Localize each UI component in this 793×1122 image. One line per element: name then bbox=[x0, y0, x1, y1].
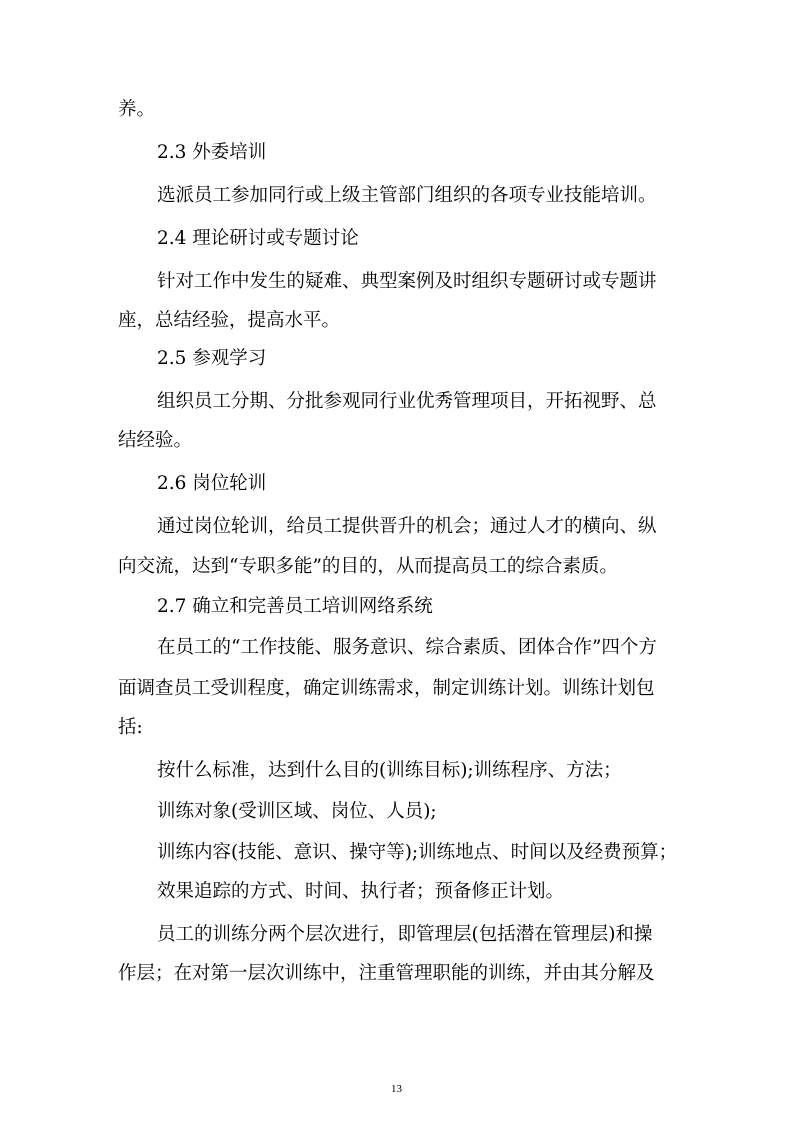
list-item: 训练内容(技能、意识、操守等);训练地点、时间以及经费预算； bbox=[157, 842, 678, 863]
text-line: 组织员工分期、分批参观同行业优秀管理项目，开拓视野、总 bbox=[157, 391, 657, 412]
section-heading-2-6: 2.6 岗位轮训 bbox=[157, 473, 267, 494]
list-item: 训练对象(受训区域、岗位、人员); bbox=[157, 801, 437, 822]
text-line: 养。 bbox=[118, 99, 156, 120]
text-line: 在员工的“工作技能、服务意识、综合素质、团体合作”四个方 bbox=[157, 637, 657, 658]
list-item: 效果追踪的方式、时间、执行者；预备修正计划。 bbox=[157, 881, 565, 902]
section-heading-2-5: 2.5 参观学习 bbox=[157, 348, 267, 369]
text-line: 选派员工参加同行或上级主管部门组织的各项专业技能培训。 bbox=[157, 185, 657, 206]
text-line: 括: bbox=[118, 717, 143, 738]
section-heading-2-3: 2.3 外委培训 bbox=[157, 142, 267, 163]
text-line: 结经验。 bbox=[118, 430, 193, 451]
section-heading-2-7: 2.7 确立和完善员工培训网络系统 bbox=[157, 596, 433, 617]
text-line: 员工的训练分两个层次进行，即管理层(包括潜在管理层)和操 bbox=[157, 924, 653, 945]
list-item: 按什么标准，达到什么目的(训练目标);训练程序、方法； bbox=[157, 760, 622, 781]
text-line: 座，总结经验，提高水平。 bbox=[118, 310, 341, 331]
text-line: 针对工作中发生的疑难、典型案例及时组织专题研讨或专题讲 bbox=[157, 271, 657, 292]
page-number: 13 bbox=[391, 1083, 402, 1095]
text-line: 通过岗位轮训，给员工提供晋升的机会；通过人才的横向、纵 bbox=[157, 516, 657, 537]
text-line: 作层；在对第一层次训练中，注重管理职能的训练，并由其分解及 bbox=[118, 963, 655, 984]
text-line: 面调查员工受训程度，确定训练需求，制定训练计划。训练计划包 bbox=[118, 678, 655, 699]
text-line: 向交流，达到“专职多能”的目的，从而提高员工的综合素质。 bbox=[118, 556, 618, 577]
section-heading-2-4: 2.4 理论研讨或专题讨论 bbox=[157, 228, 359, 249]
